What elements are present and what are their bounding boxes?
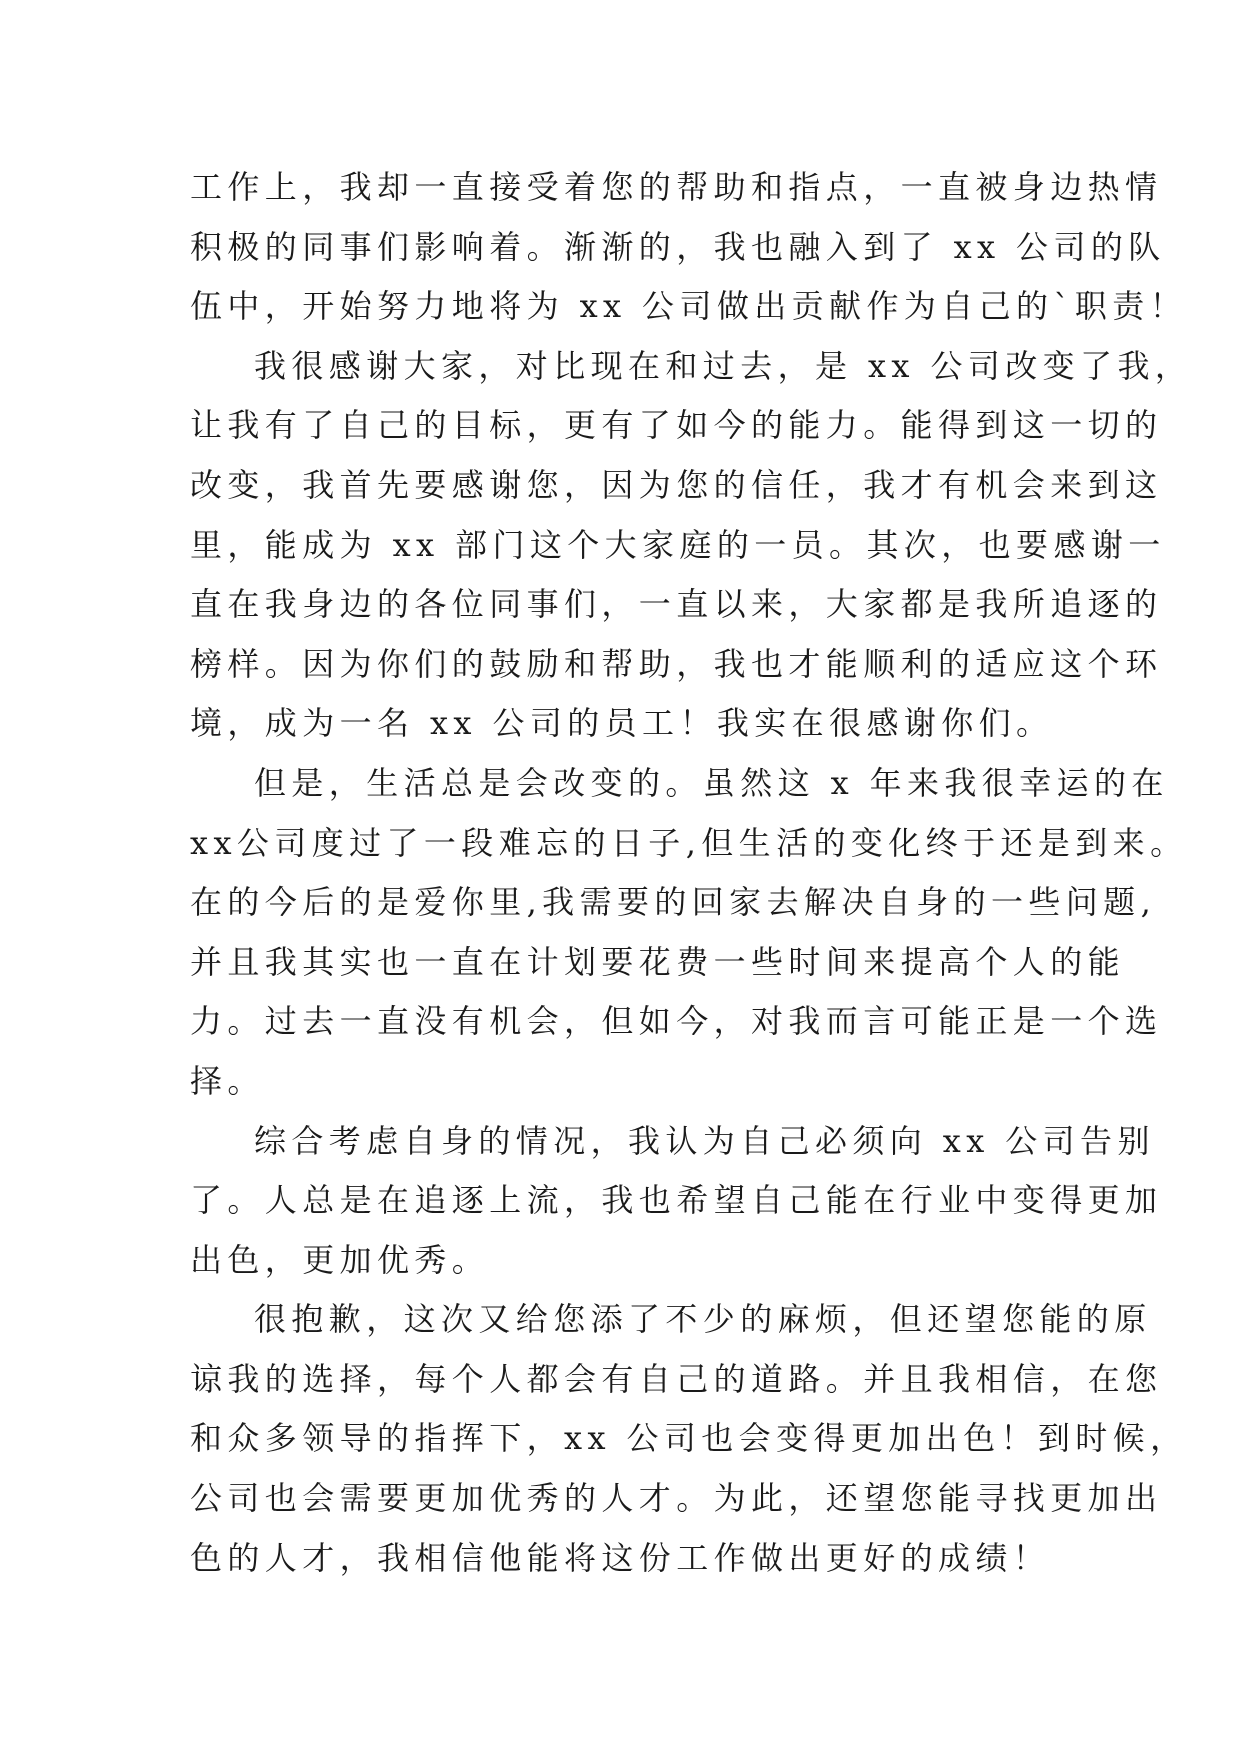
document-body xyxy=(190,158,1193,1588)
text-line: 直在我身边的各位同事们，一直以来，大家都是我所追逐的 xyxy=(190,585,1163,624)
paragraph-first-line: 综合考虑自身的情况，我认为自己必须向 xx 公司告别 xyxy=(254,1121,1155,1160)
text-line: 谅我的选择，每个人都会有自己的道路。并且我相信，在您 xyxy=(190,1359,1163,1398)
text-line: 公司也会需要更加优秀的人才。为此，还望您能寻找更加出 xyxy=(190,1479,1163,1518)
text-line: 了。人总是在追逐上流，我也希望自己能在行业中变得更加 xyxy=(190,1181,1163,1220)
text-line: 境，成为一名 xx 公司的员工！我实在很感谢你们。 xyxy=(190,704,1054,743)
text-line: 择。 xyxy=(190,1061,265,1100)
text-line: 工作上，我却一直接受着您的帮助和指点，一直被身边热情 xyxy=(190,168,1163,206)
paragraph-first-line: 很抱歉，这次又给您添了不少的麻烦，但还望您能的原 xyxy=(254,1300,1152,1339)
text-line: 和众多领导的指挥下，xx 公司也会变得更加出色！到时候， xyxy=(190,1419,1188,1458)
text-line: 让我有了自己的目标，更有了如今的能力。能得到这一切的 xyxy=(190,406,1163,445)
text-line: 榜样。因为你们的鼓励和帮助，我也才能顺利的适应这个环 xyxy=(190,644,1163,683)
text-line: 伍中，开始努力地将为 xx 公司做出贡献作为自己的`职责！ xyxy=(190,287,1188,326)
text-line: 色的人才，我相信他能将这份工作做出更好的成绩！ xyxy=(190,1538,1051,1577)
text-line: 在的今后的是爱你里,我需要的回家去解决自身的一些问题, xyxy=(190,883,1157,922)
text-line: 出色，更加优秀。 xyxy=(190,1240,490,1279)
text-line: 里，能成为 xx 部门这个大家庭的一员。其次，也要感谢一 xyxy=(190,525,1166,564)
text-line: 积极的同事们影响着。渐渐的，我也融入到了 xx 公司的队 xyxy=(190,227,1166,266)
paragraph-first-line: 我很感谢大家，对比现在和过去，是 xx 公司改变了我， xyxy=(254,346,1193,385)
paragraph-first-line: 但是，生活总是会改变的。虽然这 x 年来我很幸运的在 xyxy=(254,763,1169,802)
text-line: 力。过去一直没有机会，但如今，对我而言可能正是一个选 xyxy=(190,1002,1163,1041)
text-line: 并且我其实也一直在计划要花费一些时间来提高个人的能 xyxy=(190,942,1126,981)
text-line: xx公司度过了一段难忘的日子,但生活的变化终于还是到来。 xyxy=(190,823,1188,862)
text-line: 改变，我首先要感谢您，因为您的信任，我才有机会来到这 xyxy=(190,465,1163,504)
